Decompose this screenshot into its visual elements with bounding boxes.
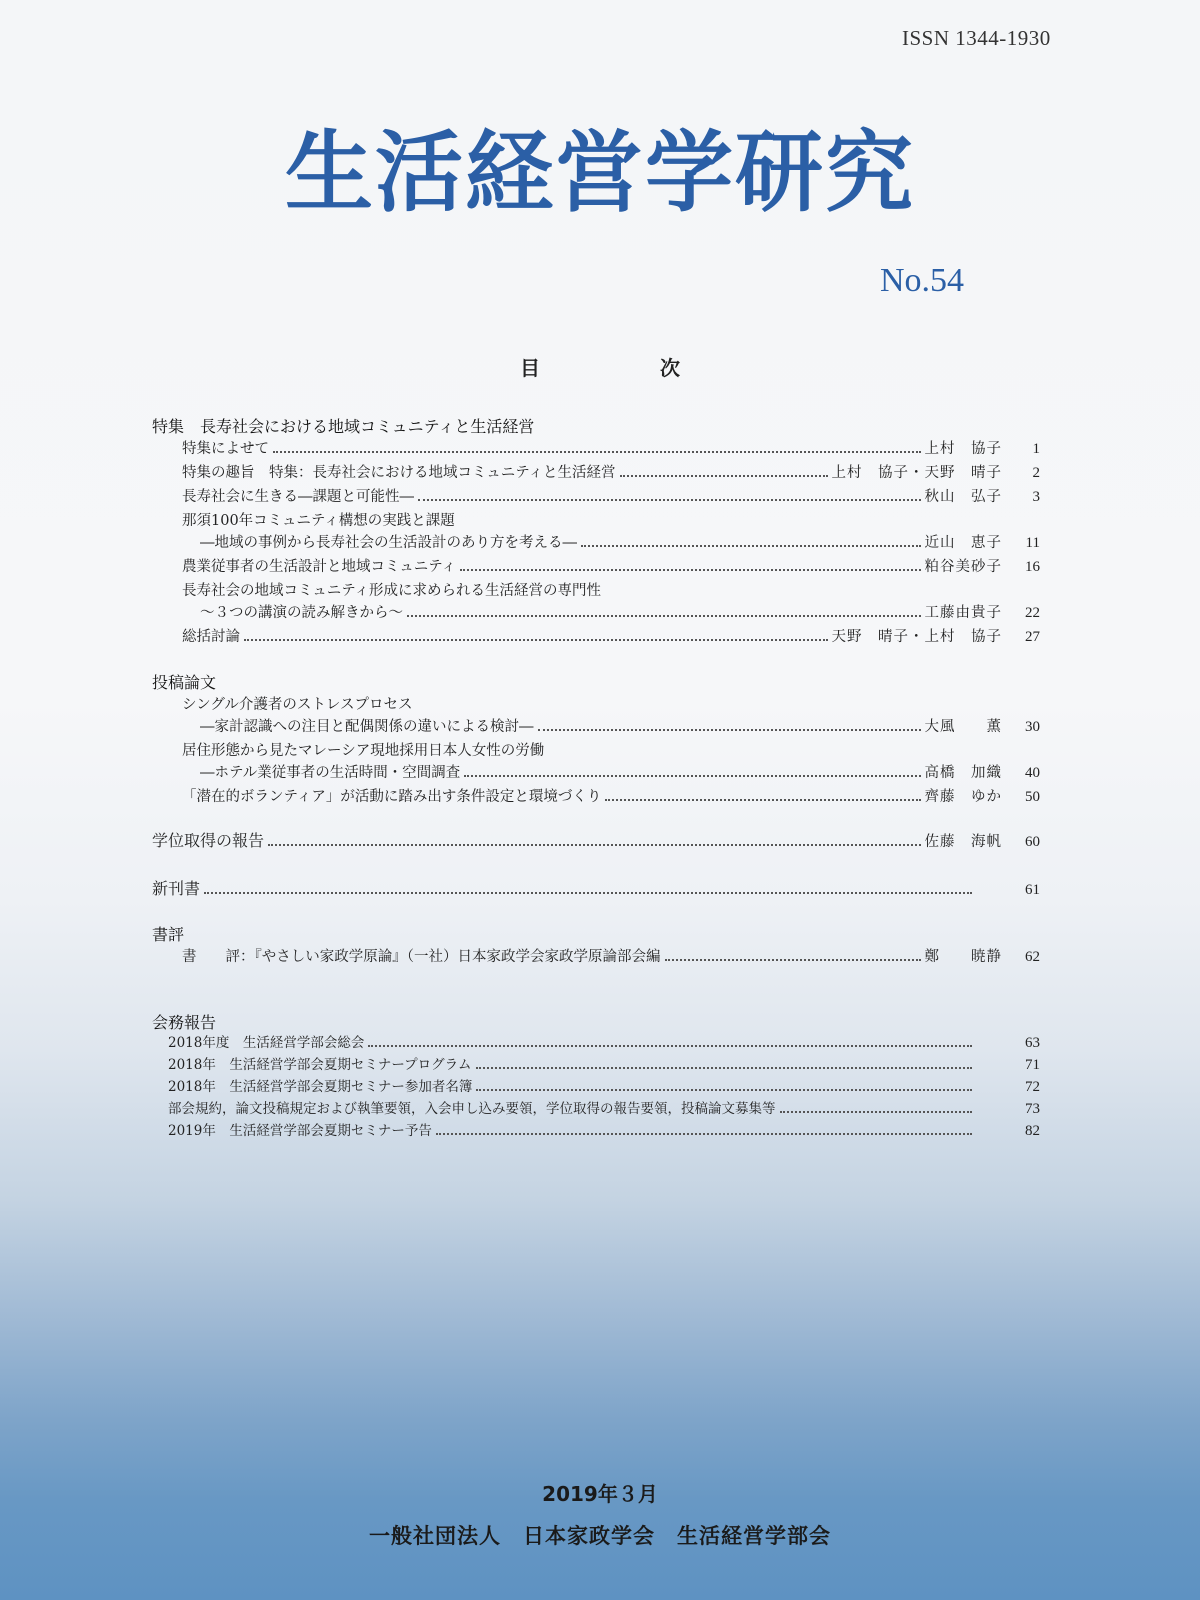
- entry-subtitle: ―家計認識への注目と配偶関係の違いによる検討―: [200, 719, 534, 735]
- toc-entry: [182, 486, 1040, 508]
- entry-author: 天野 晴子・上村 協子: [831, 629, 1002, 645]
- toc-entry: [168, 1032, 1040, 1054]
- entry-title: 2019年 生活経営学部会夏期セミナー予告: [168, 1123, 432, 1139]
- entry-title: シングル介護者のストレスプロセス: [182, 697, 413, 713]
- entry-page: 50: [1025, 789, 1040, 805]
- entry-author: 大風 薫: [924, 719, 1002, 735]
- toc-entry: [182, 556, 1040, 578]
- entry-page: 82: [1025, 1123, 1040, 1139]
- entry-page: 27: [1025, 629, 1040, 645]
- toc-entry: [200, 532, 1040, 554]
- toc-entry: [182, 786, 1040, 808]
- publication-date: 2019年３月: [542, 1482, 658, 1506]
- toc-entry: [168, 1120, 1040, 1142]
- entry-author: 秋山 弘子: [924, 489, 1002, 505]
- entry-title: 2018年 生活経営学部会夏期セミナープログラム: [168, 1057, 472, 1073]
- entry-subtitle: ―ホテル業従事者の生活時間・空間調査: [200, 765, 461, 781]
- toc-entry: [168, 1098, 1040, 1120]
- toc-entry: [182, 462, 1040, 484]
- entry-title: 2018年度 生活経営学部会総会: [168, 1035, 365, 1051]
- entry-title: 書 評：『やさしい家政学原論』（一社）日本家政学会家政学原論部会編: [182, 949, 661, 965]
- entry-title: 特集によせて: [182, 441, 269, 457]
- entry-title: 「潜在的ボランティア」が活動に踏み出す条件設定と環境づくり: [182, 789, 602, 805]
- entry-subtitle: ～３つの講演の読み解きから～: [200, 605, 403, 621]
- entry-title: 農業従事者の生活設計と地域コミュニティ: [182, 559, 457, 575]
- issn-number: ISSN 1344-1930: [902, 26, 1051, 50]
- entry-author: 上村 協子・天野 晴子: [831, 465, 1002, 481]
- entry-page: 3: [1032, 489, 1040, 505]
- leader-dots: [368, 1033, 972, 1047]
- leader-dots: [464, 763, 920, 777]
- entry-page: 22: [1025, 605, 1040, 621]
- leader-dots: [204, 880, 972, 894]
- section-heading-papers: 投稿論文: [152, 673, 217, 692]
- entry-title: 総括討論: [182, 629, 240, 645]
- entry-page: 62: [1025, 949, 1040, 965]
- entry-author: 上村 協子: [924, 441, 1002, 457]
- section-heading-special: 特集 長寿社会における地域コミュニティと生活経営: [152, 417, 535, 436]
- leader-dots: [538, 717, 921, 731]
- section-heading-society: 会務報告: [152, 1013, 217, 1032]
- leader-dots: [780, 1099, 973, 1113]
- entry-page: 63: [1025, 1035, 1040, 1051]
- section-heading-newbooks: 新刊書: [152, 879, 201, 898]
- leader-dots: [620, 463, 828, 477]
- toc-entry: [182, 438, 1040, 460]
- toc-entry: [200, 762, 1040, 784]
- entry-title: 居住形態から見たマレーシア現地採用日本人女性の労働: [182, 743, 545, 759]
- entry-author: 近山 恵子: [924, 535, 1002, 551]
- entry-title: 部会規約，論文投稿規定および執筆要領，入会申し込み要領，学位取得の報告要領，投稿論文募集等: [168, 1101, 776, 1117]
- entry-title: 長寿社会に生きる―課題と可能性―: [182, 489, 414, 505]
- entry-author: 工藤由貴子: [924, 605, 1002, 621]
- leader-dots: [244, 627, 828, 641]
- entry-page: 1: [1032, 441, 1040, 457]
- toc-entry: [168, 1054, 1040, 1076]
- leader-dots: [418, 487, 921, 501]
- toc-entry: [168, 1076, 1040, 1098]
- entry-page: 16: [1025, 559, 1040, 575]
- entry-subtitle: ―地域の事例から長寿社会の生活設計のあり方を考える―: [200, 535, 577, 551]
- issue-number: No.54: [880, 262, 965, 299]
- leader-dots: [460, 557, 920, 571]
- entry-page: 30: [1025, 719, 1040, 735]
- entry-title: 特集の趣旨 特集：長寿社会における地域コミュニティと生活経営: [182, 465, 616, 481]
- leader-dots: [476, 1055, 972, 1069]
- entry-page: 2: [1032, 465, 1040, 481]
- publisher-name: 一般社団法人 日本家政学会 生活経営学部会: [369, 1524, 831, 1548]
- journal-title: 生活経営学研究: [284, 120, 915, 224]
- entry-author: 鄭 暁静: [924, 949, 1002, 965]
- leader-dots: [407, 603, 921, 617]
- section-heading-review: 書評: [152, 925, 185, 944]
- toc-entry: [182, 946, 1040, 968]
- leader-dots: [605, 787, 920, 801]
- entry-title: 那須100年コミュニティ構想の実践と課題: [182, 513, 455, 529]
- entry-page: 60: [1025, 834, 1040, 850]
- toc-entry-newbooks: [152, 878, 1040, 900]
- entry-author: 粕谷美砂子: [924, 559, 1002, 575]
- section-heading-degree: 学位取得の報告: [152, 831, 265, 850]
- toc-entry: [200, 602, 1040, 624]
- toc-entry: [182, 626, 1040, 648]
- entry-page: 72: [1025, 1079, 1040, 1095]
- entry-page: 40: [1025, 765, 1040, 781]
- leader-dots: [665, 947, 921, 961]
- entry-title: 長寿社会の地域コミュニティ形成に求められる生活経営の専門性: [182, 583, 602, 599]
- toc-entry-degree: [152, 830, 1040, 852]
- leader-dots: [581, 533, 921, 547]
- entry-author: 高橋 加織: [924, 765, 1002, 781]
- entry-author: 齊藤 ゆか: [924, 789, 1002, 805]
- leader-dots: [268, 832, 920, 846]
- entry-page: 71: [1025, 1057, 1040, 1073]
- entry-page: 61: [1025, 882, 1040, 898]
- entry-title: 2018年 生活経営学部会夏期セミナー参加者名簿: [168, 1079, 473, 1095]
- toc-entry: [200, 716, 1040, 738]
- entry-author: 佐藤 海帆: [924, 834, 1002, 850]
- entry-page: 11: [1025, 535, 1040, 551]
- toc-heading: 目次: [520, 356, 800, 380]
- leader-dots: [436, 1121, 972, 1135]
- entry-page: 73: [1025, 1101, 1040, 1117]
- leader-dots: [273, 439, 921, 453]
- leader-dots: [476, 1077, 972, 1091]
